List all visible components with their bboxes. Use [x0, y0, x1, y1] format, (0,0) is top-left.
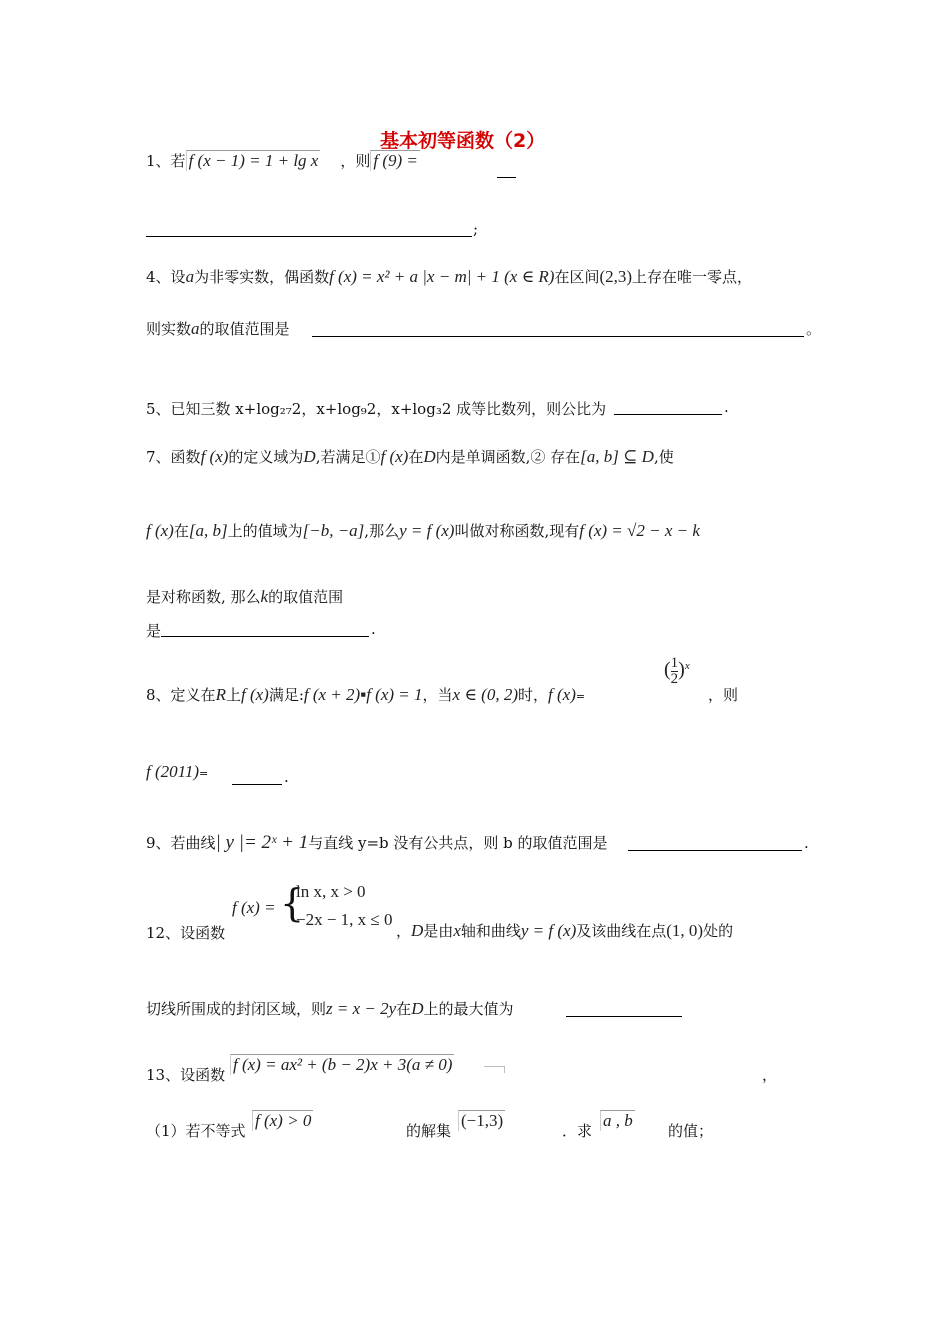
- question-8-line1: [146, 684, 585, 705]
- q7-domain-D-2: D: [423, 447, 436, 466]
- q7-range: [−b, −a]: [302, 521, 365, 540]
- q4-answer-line[interactable]: [312, 336, 804, 337]
- q7-text-3: ,若满足①: [315, 448, 381, 466]
- q9-curve: | y |= 2ˣ + 1: [215, 832, 309, 853]
- question-5: [146, 398, 606, 419]
- q8-condition: f (x + 2)▪f (x) = 1: [303, 685, 423, 704]
- q12-x: x: [453, 921, 461, 940]
- q5-answer-line[interactable]: [614, 414, 722, 415]
- q7-number: 7、: [146, 448, 171, 466]
- q1-answer-line[interactable]: [146, 236, 472, 237]
- q1-text: 若: [170, 152, 186, 170]
- q4-text-5: 则实数: [146, 320, 192, 338]
- question-12-line2: [146, 998, 513, 1019]
- q7-text-11: 的取值范围: [268, 588, 344, 606]
- q7-k: k: [260, 587, 269, 606]
- q8-R: R: [215, 685, 226, 704]
- q12-fx: f (x) =: [232, 898, 276, 917]
- q12-text-7: 在: [396, 1000, 412, 1018]
- q7-fx: f (x): [200, 447, 229, 466]
- q7-fx-2: f (x): [380, 447, 409, 466]
- q12-text-5: 处的: [703, 922, 734, 940]
- q7-interval-ab: [a, b]: [188, 521, 228, 540]
- q8-denominator: 2: [670, 671, 679, 687]
- page-title: 基本初等函数（2）: [380, 130, 546, 152]
- q13-1-text-1: 的解集: [406, 1122, 452, 1140]
- q7-fx-3: f (x): [146, 521, 174, 540]
- question-12-line1: [396, 920, 733, 941]
- q8-answer-line[interactable]: [232, 784, 282, 785]
- q7-text-4: 在: [408, 448, 424, 466]
- q12-number: 12、设函数: [146, 924, 226, 942]
- q13-comma: ，: [762, 1066, 778, 1084]
- q7-text-12: 是: [146, 622, 162, 640]
- q8-ask: f (2011): [146, 762, 200, 781]
- q4-function: f (x) = x² + a |x − m| + 1 (x ∈ R): [329, 267, 555, 286]
- q7-given-function: f (x) = √2 − x − k: [579, 521, 700, 540]
- q4-text-6: 的取值范围是: [199, 320, 290, 338]
- q13-1-text-2: ．求: [562, 1122, 593, 1140]
- q13-1-ab: a , b: [600, 1110, 635, 1131]
- q7-text-5: 内是单调函数,② 存在: [435, 448, 581, 466]
- q9-answer-line[interactable]: [628, 850, 802, 851]
- q13-1-text-3: 的值；: [668, 1122, 714, 1140]
- q13-1-set: (−1,3): [458, 1110, 505, 1131]
- q8-ask-equals: =: [199, 767, 209, 780]
- q12-z: z = x − 2y: [326, 999, 397, 1018]
- q7-domain-D: D: [303, 447, 316, 466]
- q8-text-4: ，当: [422, 686, 453, 704]
- q12-yfx: y = f (x): [520, 921, 577, 940]
- q8-text-3: 满足:: [268, 686, 304, 704]
- question-7-line3: [146, 586, 343, 607]
- question-8-line2: [146, 762, 208, 782]
- q8-fx-2: f (x): [548, 685, 576, 704]
- question-7-line1: [146, 446, 674, 467]
- q8-domain: x ∈ (0, 2): [452, 685, 518, 704]
- q8-fx: f (x): [240, 685, 269, 704]
- q4-interval: (2,3): [599, 267, 633, 286]
- q9-end: .: [804, 834, 809, 852]
- q12-text-2: 是由: [423, 922, 454, 940]
- q12-text-8: 上的最大值为: [423, 1000, 514, 1018]
- q9-number: 9、: [146, 834, 171, 852]
- q9-text-2: 与直线 y=b 没有公共点，则 b 的取值范围是: [308, 834, 608, 852]
- q1-ask-expression: f (9) =: [370, 150, 420, 171]
- q4-text-1: 设: [170, 268, 186, 286]
- q7-answer-line[interactable]: [161, 636, 369, 637]
- q7-yfx: y = f (x): [399, 521, 455, 540]
- q1-tail: ;: [473, 220, 479, 238]
- q7-text-10: 是对称函数, 那么: [146, 588, 261, 606]
- q13-function: f (x) = ax² + (b − 2)x + 3(a ≠ 0): [230, 1054, 454, 1075]
- q4-text-2: 为非零实数，偶函数: [194, 268, 330, 286]
- q8-text-then: ，则: [708, 686, 739, 704]
- q1-short-answer-line: [497, 177, 516, 178]
- q13-object-marker: [484, 1066, 505, 1073]
- q7-text-9: 叫做对称函数,现有: [454, 522, 580, 540]
- q5-end: .: [724, 398, 729, 416]
- q13-1-inequality: f (x) > 0: [252, 1110, 313, 1131]
- q12-brace: {: [280, 881, 305, 925]
- q4-variable-a-2: a: [191, 319, 200, 338]
- q7-end: .: [371, 620, 376, 638]
- q4-text-4: 上存在唯一零点，: [632, 268, 753, 286]
- q7-text-8: ,那么: [364, 522, 400, 540]
- q12-D: D: [411, 921, 424, 940]
- q8-number: 8、: [146, 686, 171, 704]
- q7-text-2: 的定义域为: [228, 448, 304, 466]
- q8-text-5: 时，: [518, 686, 549, 704]
- question-9: [146, 832, 608, 854]
- q4-number: 4、: [146, 268, 171, 286]
- question-7-line4: [146, 620, 161, 641]
- q8-equals: =: [575, 690, 586, 703]
- q12-case-1: ln x, x > 0: [296, 882, 366, 901]
- question-7-line2: [146, 520, 700, 541]
- q12-text-3: 轴和曲线: [460, 922, 521, 940]
- q12-point: (1, 0): [666, 921, 704, 940]
- q12-text-6: 切线所围成的封闭区域，则: [146, 1000, 327, 1018]
- q8-text-1: 定义在: [170, 686, 216, 704]
- q13-number: 13、设函数: [146, 1066, 226, 1084]
- question-1: [146, 150, 420, 171]
- q4-variable-a: a: [185, 267, 195, 286]
- q1-number: 1、: [146, 152, 171, 170]
- q8-end: .: [284, 768, 289, 786]
- q7-text-in: 在: [173, 522, 189, 540]
- q7-text-1: 函数: [170, 448, 201, 466]
- q8-text-2: 上: [225, 686, 241, 704]
- q12-answer-line[interactable]: [566, 1016, 682, 1017]
- q1-expression: f (x − 1) = 1 + lg x: [186, 150, 321, 171]
- q8-fraction: ( $\frac{1}{2}$ )$^x$: [664, 655, 690, 687]
- question-4-line2: [146, 318, 290, 339]
- q7-subset: [a, b] ⊆ D: [580, 447, 654, 466]
- q12-D-2: D: [411, 999, 424, 1018]
- q13-1-number: （1）若不等式: [146, 1122, 246, 1140]
- q12-text-1: ，: [396, 922, 412, 940]
- q9-text-1: 若曲线: [170, 834, 216, 852]
- q8-numerator: 1: [670, 655, 679, 671]
- q7-text-7: 上的值域为: [227, 522, 303, 540]
- q4-end: 。: [806, 320, 822, 338]
- q4-text-3: 在区间: [554, 268, 600, 286]
- q5-text: 5、已知三数 x+log₂₇2，x+log₉2，x+log₃2 成等比数列，则公比为: [146, 400, 607, 418]
- q7-text-6: ,使: [653, 448, 674, 466]
- q1-text-then: ，则: [340, 152, 371, 170]
- q8-exponent: x: [684, 659, 690, 672]
- q12-text-4: 及该曲线在点: [576, 922, 667, 940]
- q12-case-2: −2x − 1, x ≤ 0: [296, 910, 393, 929]
- question-4-line1: [146, 266, 752, 287]
